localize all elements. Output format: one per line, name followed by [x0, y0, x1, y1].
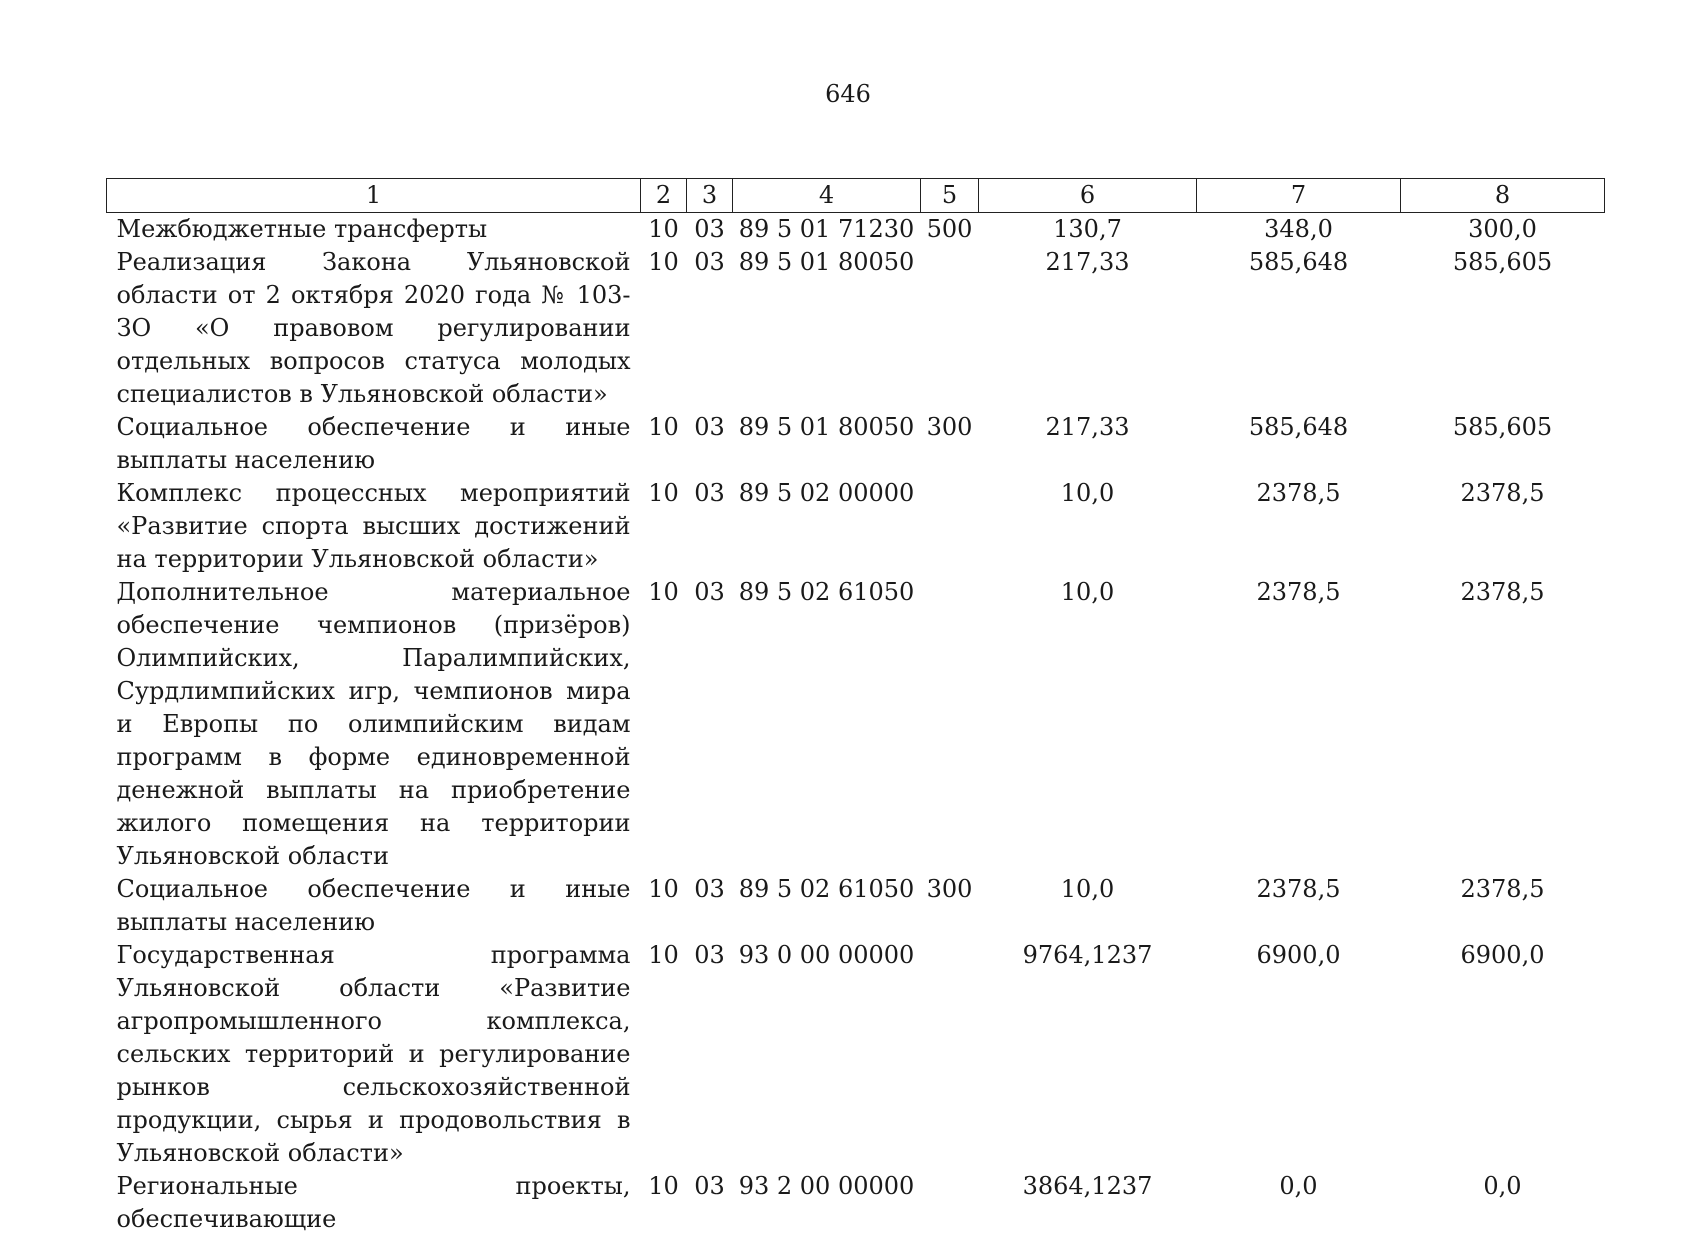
expense-type-code: 300: [926, 875, 973, 903]
row-description: Реализация Закона Ульяновской области от 2 октября 2020 года № 103-ЗО «О правовом регулировании отдельных вопросов статуса молодых специалистов в Ульяновской области»: [116, 248, 631, 408]
row-description: Государственная программа Ульяновской области «Развитие агропромышленного комплекса, сельских территорий и регулирование рынков сельскохозяйственной продукции, сырья и продовольствия в Ульяновской области»: [116, 941, 631, 1167]
table-row: [107, 213, 1605, 247]
column-header: 8: [1401, 179, 1605, 213]
row-description: Межбюджетные трансферты: [116, 215, 488, 243]
amount-col-7: 585,648: [1248, 248, 1349, 276]
subsection-code: 03: [694, 479, 725, 507]
amount-col-6: 217,33: [1045, 248, 1130, 276]
amount-col-7: 0,0: [1279, 1172, 1318, 1200]
section-code: 10: [648, 479, 679, 507]
section-code: 10: [648, 875, 679, 903]
amount-col-6: 10,0: [1060, 578, 1115, 606]
table-row: [107, 246, 1605, 411]
amount-col-6: 10,0: [1060, 479, 1115, 507]
table-row: [107, 939, 1605, 1170]
amount-col-7: 348,0: [1264, 215, 1333, 243]
section-code: 10: [648, 941, 679, 969]
subsection-code: 03: [694, 578, 725, 606]
amount-col-8: 2378,5: [1460, 875, 1545, 903]
amount-col-6: 217,33: [1045, 413, 1130, 441]
amount-col-8: 585,605: [1452, 413, 1553, 441]
table-row: [107, 411, 1605, 477]
subsection-code: 03: [694, 875, 725, 903]
expense-type-code: 300: [926, 413, 973, 441]
section-code: 10: [648, 1172, 679, 1200]
expense-type-code: [921, 246, 979, 411]
subsection-code: 03: [694, 1172, 725, 1200]
amount-col-7: 6900,0: [1256, 941, 1341, 969]
page-number: 646: [825, 80, 871, 108]
amount-col-6: 3864,1237: [1022, 1172, 1153, 1200]
table-row: [107, 576, 1605, 873]
row-description: Комплекс процессных мероприятий «Развитие спорта высших достижений на территории Ульяновской области»: [116, 479, 631, 573]
target-article-code: 93 0 00 00000: [738, 941, 915, 969]
table-row: [107, 873, 1605, 939]
table-row: [107, 477, 1605, 576]
table-row: [107, 1170, 1605, 1236]
column-header: 2: [641, 179, 687, 213]
target-article-code: 89 5 02 00000: [738, 479, 915, 507]
amount-col-8: 300,0: [1468, 215, 1537, 243]
amount-col-6: 10,0: [1060, 875, 1115, 903]
column-header: 5: [921, 179, 979, 213]
header-row: [107, 179, 1605, 213]
amount-col-7: 585,648: [1248, 413, 1349, 441]
column-header: 4: [733, 179, 921, 213]
expense-type-code: [921, 576, 979, 873]
amount-col-7: 2378,5: [1256, 578, 1341, 606]
amount-col-8: 6900,0: [1460, 941, 1545, 969]
section-code: 10: [648, 413, 679, 441]
column-header: 6: [979, 179, 1197, 213]
amount-col-7: 2378,5: [1256, 479, 1341, 507]
amount-col-7: 2378,5: [1256, 875, 1341, 903]
expense-type-code: [921, 939, 979, 1170]
amount-col-6: 130,7: [1053, 215, 1122, 243]
subsection-code: 03: [694, 413, 725, 441]
expense-type-code: [921, 1170, 979, 1236]
row-description: Региональные проекты, обеспечивающие: [116, 1172, 631, 1233]
target-article-code: 89 5 01 80050: [738, 413, 915, 441]
column-header: 7: [1197, 179, 1401, 213]
target-article-code: 93 2 00 00000: [738, 1172, 915, 1200]
row-description: Дополнительное материальное обеспечение чемпионов (призёров) Олимпийских, Паралимпийских, Сурдлимпийских игр, чемпионов мира и Европы по олимпийским видам программ в форме единовременной денежной выплаты на приобретение жилого помещения на территории Ульяновской области: [116, 578, 631, 870]
section-code: 10: [648, 578, 679, 606]
subsection-code: 03: [694, 941, 725, 969]
column-header: 3: [687, 179, 733, 213]
subsection-code: 03: [694, 215, 725, 243]
subsection-code: 03: [694, 248, 725, 276]
amount-col-8: 2378,5: [1460, 578, 1545, 606]
target-article-code: 89 5 01 71230: [738, 215, 915, 243]
amount-col-6: 9764,1237: [1022, 941, 1153, 969]
amount-col-8: 2378,5: [1460, 479, 1545, 507]
section-code: 10: [648, 248, 679, 276]
row-description: Социальное обеспечение и иные выплаты населению: [116, 875, 631, 936]
target-article-code: 89 5 01 80050: [738, 248, 915, 276]
row-description: Социальное обеспечение и иные выплаты населению: [116, 413, 631, 474]
target-article-code: 89 5 02 61050: [738, 578, 915, 606]
expense-type-code: [921, 477, 979, 576]
section-code: 10: [648, 215, 679, 243]
column-header: 1: [107, 179, 641, 213]
target-article-code: 89 5 02 61050: [738, 875, 915, 903]
budget-table: [106, 178, 1605, 1236]
amount-col-8: 0,0: [1483, 1172, 1522, 1200]
expense-type-code: 500: [926, 215, 973, 243]
amount-col-8: 585,605: [1452, 248, 1553, 276]
